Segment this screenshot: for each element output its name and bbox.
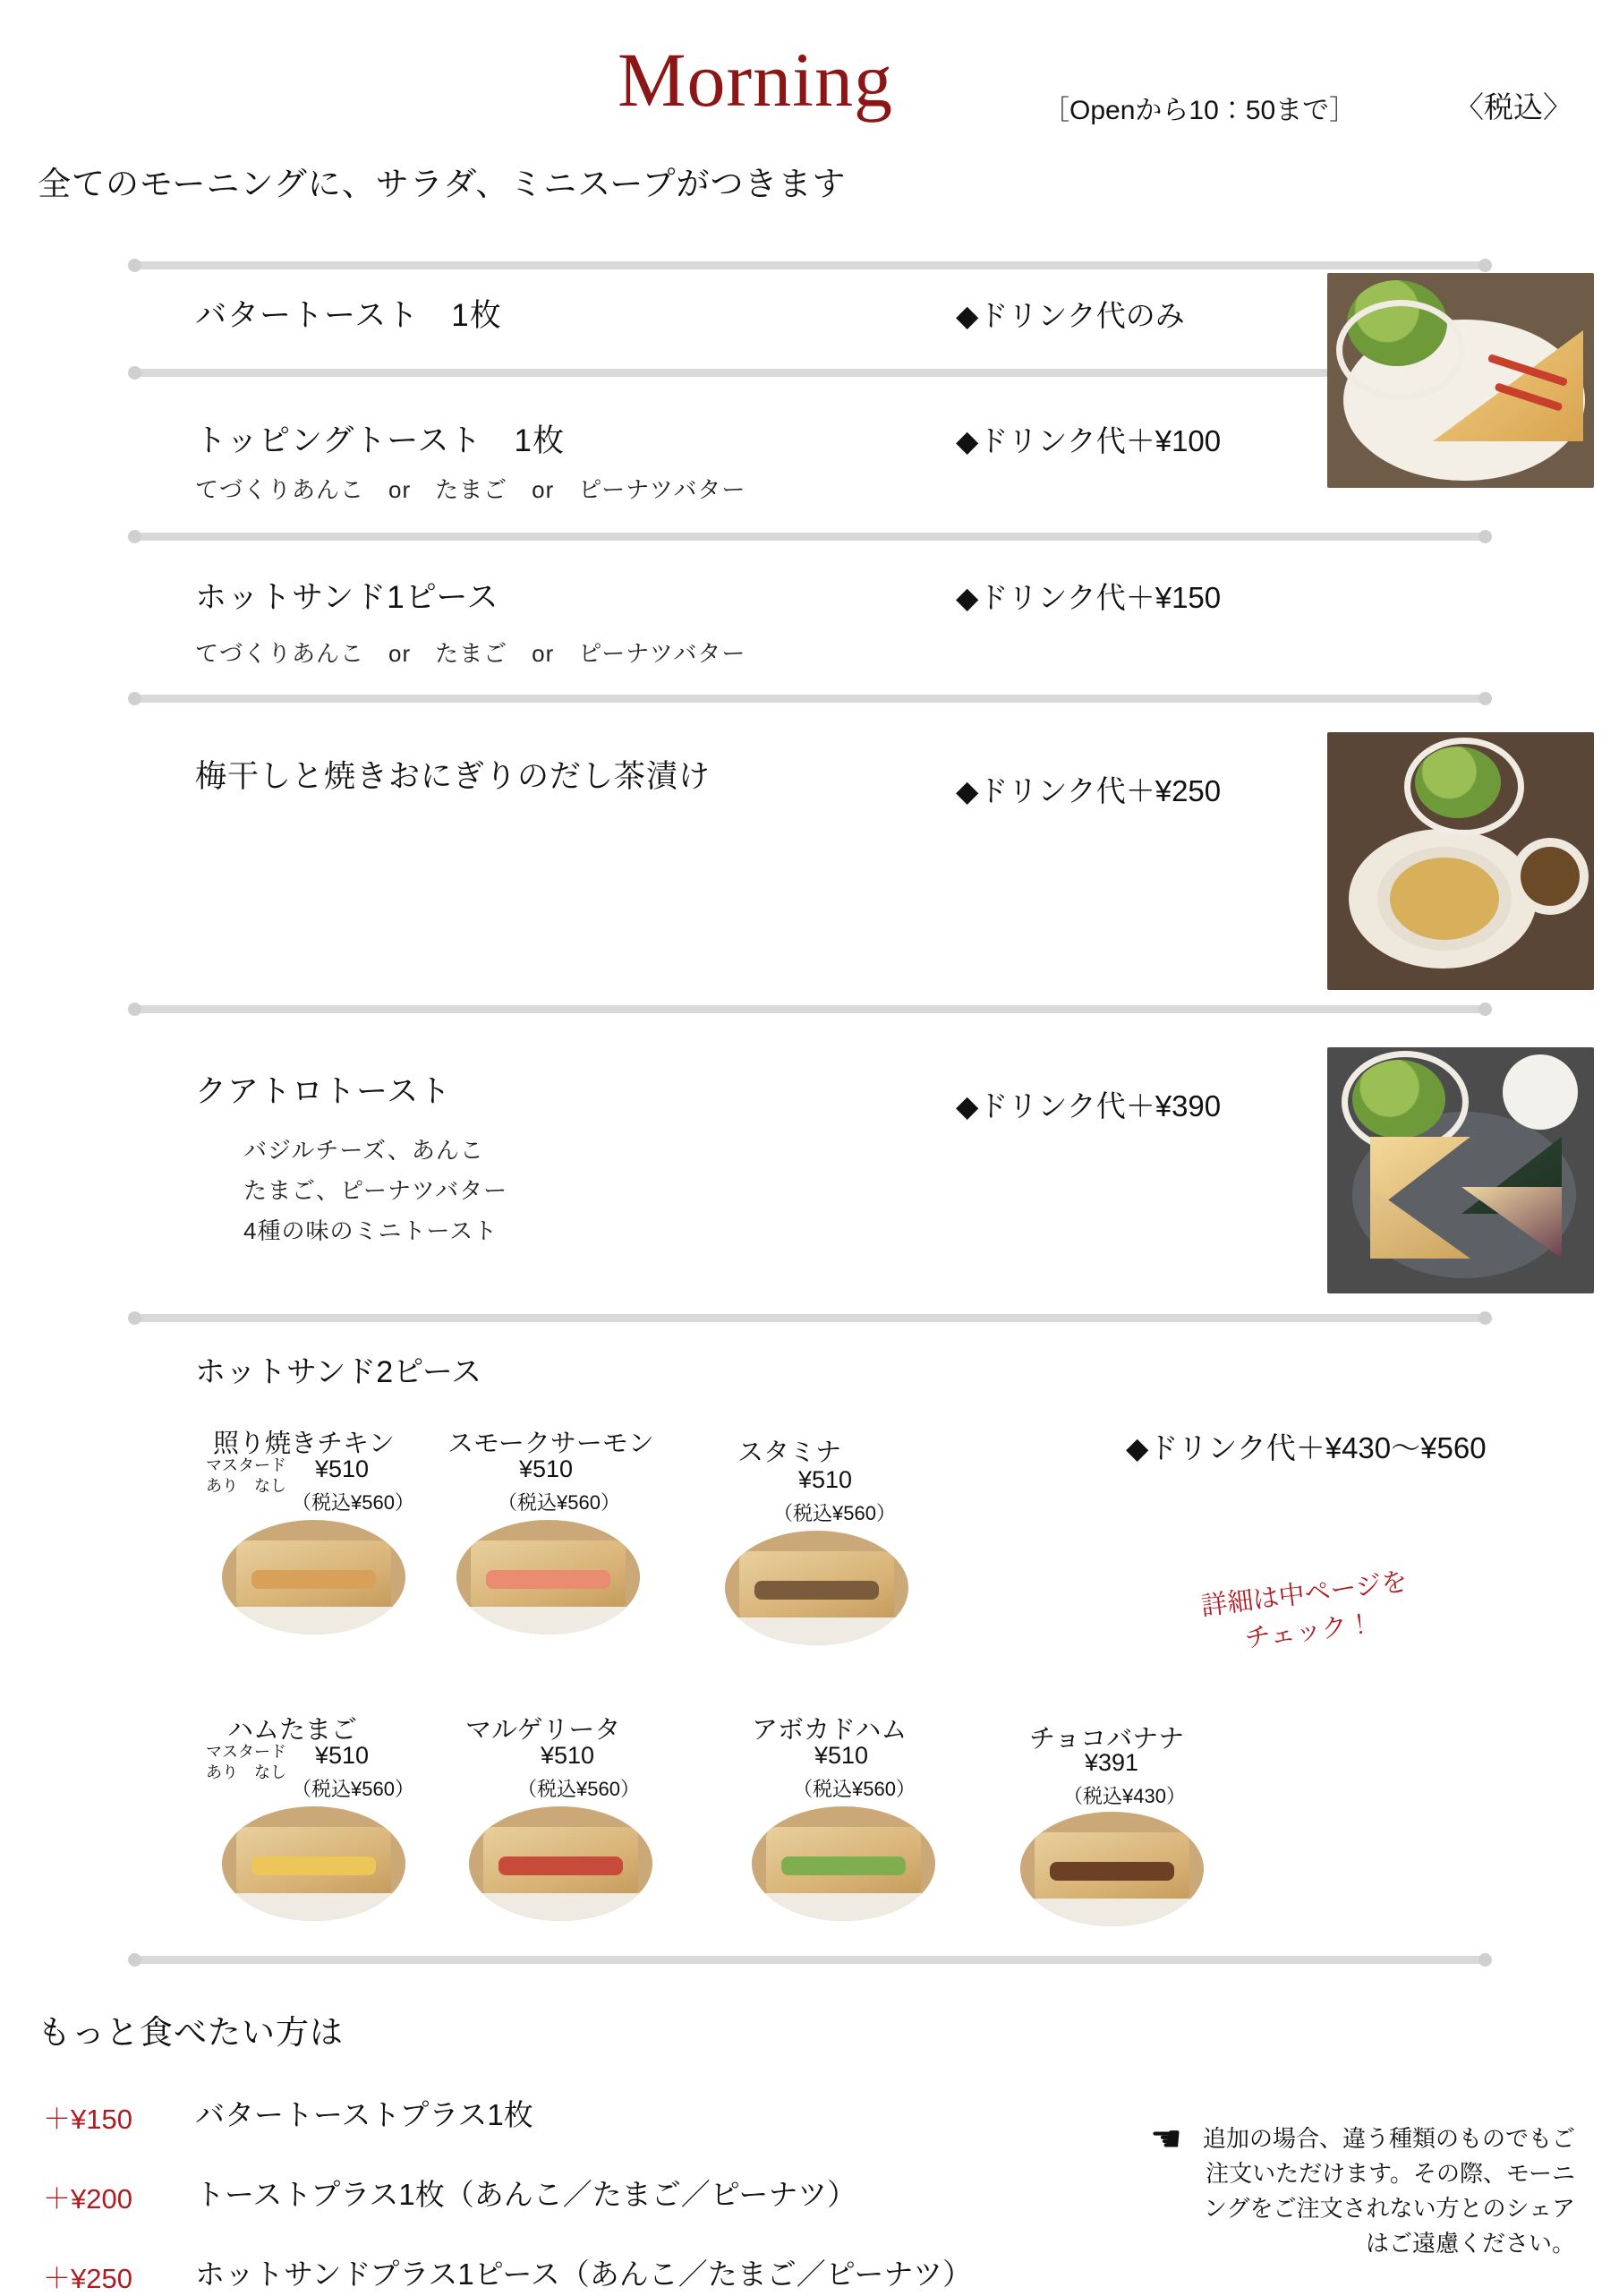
- mustard-label-line2: あり なし: [206, 1763, 286, 1781]
- hot-sandwich-photo: [222, 1806, 405, 1921]
- menu-item-sub: てづくりあんこ or たまご or ピーナツバター: [195, 640, 746, 667]
- hot-sandwich-tax-price: （税込¥430）: [1063, 1785, 1186, 1807]
- divider: [134, 533, 1486, 541]
- menu-item-name: ホットサンド1ピース: [195, 580, 499, 615]
- hot-sandwich-photo: [469, 1806, 652, 1921]
- hot-sandwich-section-title: ホットサンド2ピース: [195, 1355, 482, 1389]
- hot-sandwich-tax-price: （税込¥560）: [517, 1778, 640, 1800]
- hot-sandwich-item: [206, 1710, 439, 1933]
- detail-note-line2: チェック！: [1243, 1609, 1376, 1654]
- detail-note-line1: 詳細は中ページを: [1199, 1567, 1410, 1622]
- hot-sandwich-name: スタミナ: [737, 1438, 842, 1467]
- menu-item-price: ◆ドリンク代＋¥100: [956, 424, 1222, 457]
- hot-sandwich-price: ¥510: [814, 1742, 869, 1769]
- hot-sandwich-name: ハムたまご: [227, 1716, 358, 1745]
- hot-sandwich-item: [716, 1432, 949, 1656]
- mustard-label-line1: マスタード: [206, 1743, 286, 1761]
- addon-text: バタートーストプラス1枚: [195, 2098, 533, 2131]
- food-photo-quattro-toast: [1327, 1047, 1594, 1293]
- menu-item-price: ◆ドリンク代＋¥150: [956, 581, 1222, 614]
- lead-text: 全てのモーニングに、サラダ、ミニスープがつきます: [38, 166, 847, 202]
- mustard-label-line1: マスタード: [206, 1456, 286, 1474]
- addon-price: ＋¥250: [43, 2263, 132, 2294]
- hot-sandwich-photo: [752, 1806, 935, 1921]
- detail-note: [1160, 1558, 1453, 1668]
- food-photo-butter-toast: [1327, 273, 1594, 488]
- hot-sandwich-item: [1020, 1719, 1253, 1942]
- hot-sandwich-price: ¥510: [798, 1466, 853, 1493]
- hot-sandwich-name: アボカドハム: [752, 1716, 907, 1745]
- divider: [134, 369, 1486, 377]
- hot-sandwich-price: ¥391: [1085, 1749, 1139, 1776]
- hot-sandwich-price: ¥510: [519, 1455, 574, 1482]
- divider: [134, 1314, 1486, 1322]
- menu-item-sub: 4種の味のミニトースト: [243, 1217, 498, 1244]
- divider: [134, 1005, 1486, 1013]
- menu-item-price: ◆ドリンク代＋¥250: [956, 774, 1222, 807]
- divider: [134, 1956, 1486, 1964]
- hot-sandwich-item: [465, 1710, 698, 1933]
- hot-sandwich-photo: [222, 1520, 405, 1635]
- menu-item-price: ◆ドリンク代＋¥390: [956, 1089, 1222, 1122]
- page-header: [0, 25, 1619, 132]
- hot-sandwich-tax-price: （税込¥560）: [793, 1778, 916, 1800]
- divider: [134, 695, 1486, 703]
- hot-sandwich-price-range: ◆ドリンク代＋¥430〜¥560: [1126, 1431, 1487, 1464]
- menu-item-name: バタートースト 1枚: [195, 298, 502, 333]
- menu-item-price: ◆ドリンク代のみ: [956, 299, 1185, 332]
- divider: [134, 261, 1486, 269]
- hot-sandwich-item: [206, 1423, 439, 1647]
- hot-sandwich-name: スモークサーモン: [447, 1430, 654, 1458]
- hours-note: ［Openから10：50まで］: [1043, 96, 1357, 125]
- menu-item-sub: バジルチーズ、あんこ: [243, 1137, 484, 1164]
- addon-price: ＋¥150: [43, 2104, 132, 2135]
- hot-sandwich-name: チョコバナナ: [1029, 1725, 1185, 1754]
- hot-sandwich-item: [752, 1710, 984, 1933]
- menu-item-sub: てづくりあんこ or たまご or ピーナツバター: [195, 476, 746, 503]
- hot-sandwich-photo: [456, 1520, 640, 1635]
- hot-sandwich-tax-price: （税込¥560）: [498, 1491, 620, 1514]
- hot-sandwich-tax-price: （税込¥560）: [292, 1491, 414, 1514]
- hot-sandwich-price: ¥510: [541, 1742, 595, 1769]
- more-section-title: もっと食べたい方は: [38, 2014, 344, 2051]
- hot-sandwich-name: 照り焼きチキン: [213, 1430, 395, 1458]
- hot-sandwich-tax-price: （税込¥560）: [292, 1778, 414, 1800]
- mustard-label-line2: あり なし: [206, 1476, 286, 1495]
- mustard-option-label: [206, 1742, 286, 1782]
- hot-sandwich-item: [447, 1423, 680, 1647]
- tax-note: 〈税込〉: [1454, 90, 1572, 124]
- hot-sandwich-price: ¥510: [315, 1455, 370, 1482]
- menu-item-name: トッピングトースト 1枚: [195, 423, 565, 458]
- hot-sandwich-photo: [1020, 1812, 1204, 1926]
- addon-text: トーストプラス1枚（あんこ／たまご／ピーナツ）: [195, 2178, 857, 2211]
- hot-sandwich-photo: [725, 1531, 908, 1645]
- addon-price: ＋¥200: [43, 2183, 132, 2215]
- page-title: Morning: [618, 37, 893, 123]
- hot-sandwich-tax-price: （税込¥560）: [773, 1502, 896, 1524]
- menu-item-name: 梅干しと焼きおにぎりのだし茶漬け: [195, 759, 712, 794]
- hot-sandwich-price: ¥510: [315, 1742, 370, 1769]
- mustard-option-label: [206, 1455, 286, 1496]
- hand-pointer-icon: ☚: [1150, 2120, 1182, 2159]
- menu-item-sub: たまご、ピーナツバター: [243, 1177, 508, 1204]
- hot-sandwich-name: マルゲリータ: [465, 1716, 621, 1745]
- food-photo-ochazuke: [1327, 732, 1594, 990]
- menu-item-name: クアトロトースト: [195, 1074, 452, 1109]
- sharing-note: 追加の場合、違う種類のものでもご注文いただけます。その際、モーニングをご注文されない方とのシェアはご遠慮ください。: [1202, 2125, 1575, 2257]
- addon-text: ホットサンドプラス1ピース（あんこ／たまご／ピーナツ）: [195, 2258, 973, 2291]
